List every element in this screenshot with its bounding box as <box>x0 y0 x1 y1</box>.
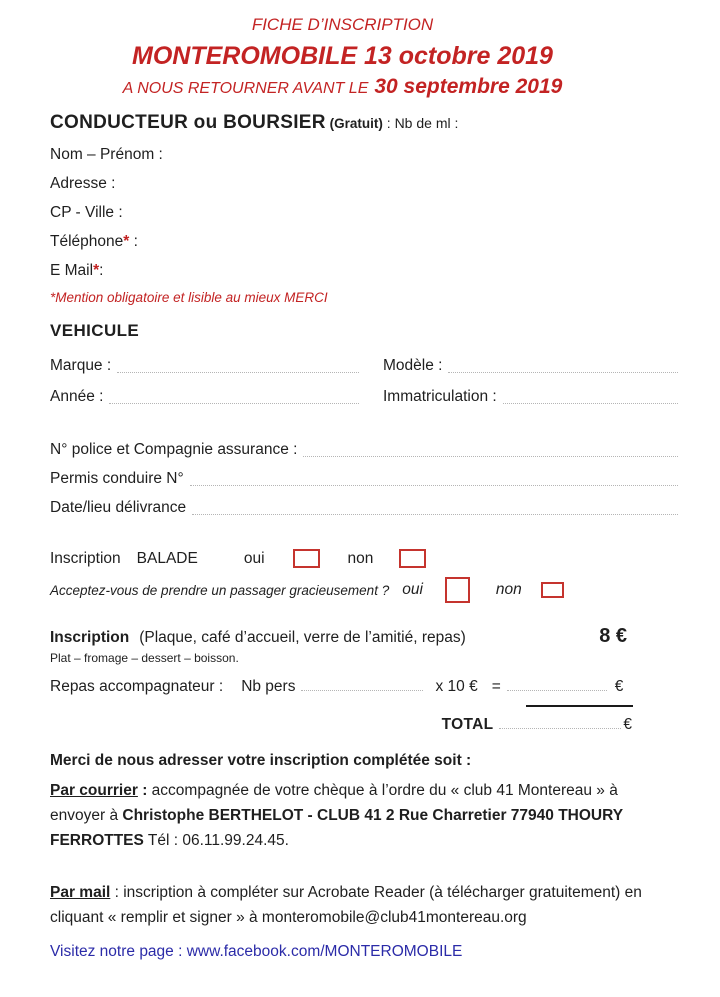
mail-label: Par mail <box>50 884 111 901</box>
field-email[interactable] <box>50 261 680 281</box>
delivrance-input-line[interactable] <box>192 497 678 515</box>
menu-note: Plat – fromage – dessert – boisson. <box>50 651 239 665</box>
delivrance-label: Date/lieu délivrance <box>50 499 187 516</box>
inscription-detail: (Plaque, café d’accueil, verre de l’amitié, repas) <box>139 629 466 646</box>
event-title: MONTEROMOBILE 13 octobre 2019 <box>132 42 553 70</box>
courrier-text: accompagnée de votre chèque à l’ordre du « club 41 Montereau » à envoyer à <box>50 782 618 824</box>
courrier-paragraph <box>50 778 658 853</box>
return-intro: Merci de nous adresser votre inscription complétée soit : <box>50 752 472 769</box>
field-adresse[interactable] <box>50 174 680 194</box>
deadline-prefix: A NOUS RETOURNER AVANT LE <box>122 80 369 97</box>
deadline-line <box>50 74 635 102</box>
courrier-tel: Tél : 06.11.99.24.45. <box>143 832 289 849</box>
adresse-label: Adresse : <box>50 175 116 192</box>
balade-inscription-row <box>50 549 680 568</box>
marque-label: Marque : <box>50 357 112 374</box>
nom-label: Nom – Prénom : <box>50 146 163 163</box>
field-delivrance <box>50 497 680 519</box>
form-header <box>50 14 635 102</box>
vehicule-row-1 <box>50 355 680 377</box>
marque-input-line[interactable] <box>117 355 359 373</box>
email-label-tail: : <box>99 262 104 279</box>
mandatory-note: *Mention obligatoire et lisible au mieux MERCI <box>50 290 328 305</box>
immatriculation-label: Immatriculation : <box>383 388 497 405</box>
field-annee <box>50 386 383 408</box>
field-marque <box>50 355 383 377</box>
conducteur-heading-note: (Gratuit) <box>329 116 383 131</box>
nb-pers-label: Nb pers <box>241 678 296 695</box>
facebook-link[interactable]: Visitez notre page : www.facebook.com/MONTEROMOBILE <box>50 943 463 960</box>
field-modele <box>383 355 680 377</box>
police-assurance-input-line[interactable] <box>303 439 678 457</box>
permis-label: Permis conduire N° <box>50 470 184 487</box>
balade-non-checkbox[interactable] <box>399 549 426 568</box>
conducteur-heading-main: CONDUCTEUR ou BOURSIER <box>50 112 326 133</box>
balade-oui-checkbox[interactable] <box>293 549 320 568</box>
courrier-contact: Christophe BERTHELOT - CLUB 41 2 Rue Charretier 77940 THOURY FERROTTES <box>50 807 623 849</box>
passager-non-label: non <box>495 581 522 598</box>
conducteur-heading-tail: : Nb de ml : <box>386 115 459 131</box>
identity-fields <box>50 145 680 305</box>
total-row <box>50 716 632 734</box>
deadline-date: 30 septembre 2019 <box>374 75 563 98</box>
conducteur-heading <box>50 112 680 134</box>
inscription-price: 8 € <box>599 625 627 647</box>
cp-ville-label: CP - Ville : <box>50 204 123 221</box>
email-required-asterisk: * <box>93 262 100 279</box>
modele-input-line[interactable] <box>448 355 678 373</box>
price-multiplier: x 10 € <box>435 678 478 695</box>
telephone-required-asterisk: * <box>123 233 130 250</box>
balade-inscription-label: Inscription <box>50 549 121 567</box>
passager-oui-checkbox[interactable] <box>445 577 470 603</box>
mail-separator: : <box>110 884 124 901</box>
field-police-assurance <box>50 439 680 461</box>
field-telephone[interactable] <box>50 232 680 252</box>
passager-question: Acceptez-vous de prendre un passager gracieusement ? <box>50 582 390 598</box>
repas-row <box>50 678 680 696</box>
form-title: FICHE D’INSCRIPTION <box>251 15 434 34</box>
total-input-line[interactable] <box>499 728 621 729</box>
field-nom[interactable] <box>50 145 680 165</box>
repas-label: Repas accompagnateur : <box>50 678 224 695</box>
balade-non-label: non <box>347 549 374 567</box>
sum-divider-line <box>526 705 633 707</box>
vehicule-row-2 <box>50 386 680 408</box>
field-permis <box>50 468 680 490</box>
telephone-label: Téléphone <box>50 233 124 250</box>
balade-name: BALADE <box>136 549 198 567</box>
passager-oui-label: oui <box>402 581 423 598</box>
permis-input-line[interactable] <box>190 468 678 486</box>
total-label: TOTAL <box>441 716 494 733</box>
mail-text: inscription à compléter sur Acrobate Reader (à télécharger gratuitement) en cliquant « remplir et signer » à monteromobile@club41montereau.org <box>50 884 642 926</box>
immatriculation-input-line[interactable] <box>503 386 678 404</box>
courrier-label: Par courrier <box>50 782 138 799</box>
total-euro-sign: € <box>623 716 632 733</box>
annee-input-line[interactable] <box>109 386 359 404</box>
equals-sign: = <box>491 678 501 695</box>
modele-label: Modèle : <box>383 357 443 374</box>
annee-label: Année : <box>50 388 104 405</box>
email-label: E Mail <box>50 262 94 279</box>
repas-total-input-line[interactable] <box>507 690 607 691</box>
courrier-separator: : <box>137 782 152 799</box>
inscription-label: Inscription <box>50 629 130 646</box>
passager-row <box>50 577 680 603</box>
police-assurance-label: N° police et Compagnie assurance : <box>50 441 298 458</box>
field-cp-ville[interactable] <box>50 203 680 223</box>
inscription-price-row <box>50 625 680 648</box>
passager-non-checkbox[interactable] <box>541 582 564 598</box>
balade-oui-label: oui <box>243 549 265 567</box>
repas-euro-sign: € <box>614 678 624 695</box>
vehicule-heading: VEHICULE <box>50 321 140 340</box>
telephone-label-tail: : <box>129 233 138 250</box>
mail-paragraph <box>50 880 658 930</box>
field-immatriculation <box>383 386 680 408</box>
nb-pers-input-line[interactable] <box>301 690 423 691</box>
